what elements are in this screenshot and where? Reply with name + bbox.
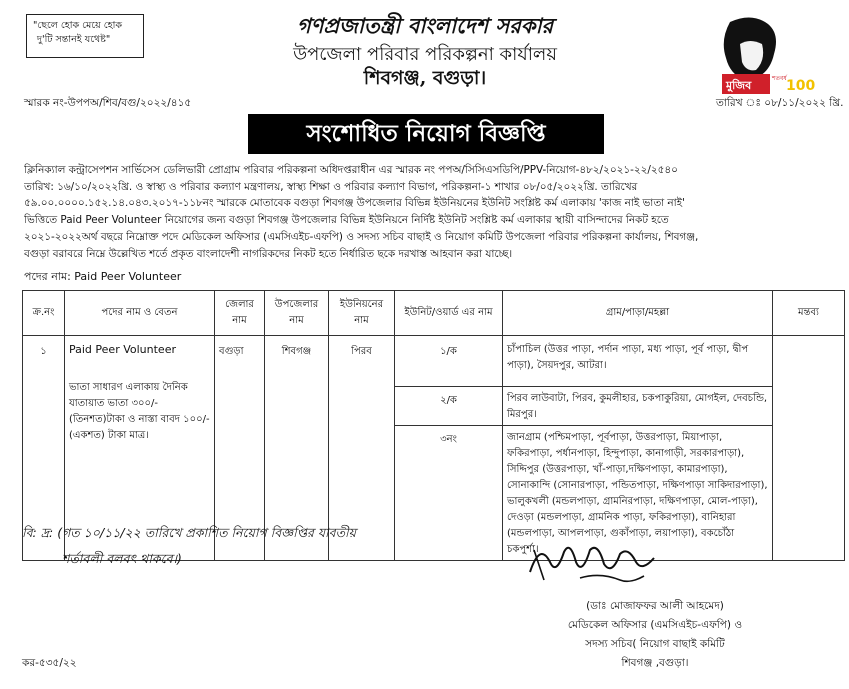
cell-villages: পিরব লাউবাটা, পিরব, কুমলীহার, চকপাকুরিয়া, মোগইল, দেবচন্ডি, মিরপুর। bbox=[503, 387, 773, 426]
office-location: শিবগঞ্জ, বগুড়া। bbox=[363, 67, 487, 89]
office-title: উপজেলা পরিবার পরিকল্পনা কার্যালয় bbox=[293, 44, 557, 65]
logo-number: 100 bbox=[786, 78, 816, 94]
table-header-row bbox=[23, 291, 845, 336]
cell-union: পিরব bbox=[329, 336, 395, 561]
header-serial: ক্র.নং bbox=[23, 291, 65, 336]
header-upazila: উপজেলার নাম bbox=[265, 291, 329, 336]
cell-unit: ২/ক bbox=[395, 387, 503, 426]
header-unit: ইউনিট/ওয়ার্ড এর নাম bbox=[395, 291, 503, 336]
slogan-line-2: দু'টি সন্তানই যথেষ্ট" bbox=[37, 34, 111, 45]
slogan-box bbox=[26, 14, 144, 58]
cell-unit: ১/ক bbox=[395, 336, 503, 387]
signatory-name: (ডাঃ মোজাফফর আলী আহমেদ) bbox=[586, 600, 724, 612]
salary-text: ভাতা সাধারণ এলাকায় দৈনিক যাতায়াত ভাতা ৩০০/-(তিনশত)টাকা ও নাস্তা বাবদ ১০০/-(একশত) টাকা মাত্র। bbox=[69, 382, 210, 441]
note-line-2: শর্তাবলী বলবৎ থাকবে।) bbox=[62, 551, 182, 566]
cell-remarks bbox=[773, 336, 845, 561]
handwritten-signature bbox=[520, 532, 660, 592]
post-name: পদের নাম: Paid Peer Volunteer bbox=[24, 270, 182, 283]
body-line: বগুড়া বরাবরে নিম্নে উল্লেখিত শর্তে প্রকৃত বাংলাদেশী নাগরিকদের নিকট হতে নির্ধারিত ছকে দরখাস্ত আহবান করা যাচ্ছে। bbox=[24, 247, 513, 260]
government-title: গণপ্রজাতন্ত্রী বাংলাদেশ সরকার bbox=[296, 13, 554, 38]
cell-unit: ৩নং bbox=[395, 426, 503, 561]
signatory-designation: মেডিকেল অফিসার (এমসিএইচ-এফপি) ও bbox=[567, 619, 743, 631]
body-line: ২০২১-২০২২অর্থ বছরে নিম্নোক্ত পদে মেডিকেল অফিসার (এমসিএইচ-এফপি) ও সদস্য সচিব বাছাই ও নিয়োগ কমিটি উপজেলা পরিবার পরিকল্পনা কার্যালয়, শিবগঞ্জ, bbox=[24, 230, 699, 243]
header-union: ইউনিয়নের নাম bbox=[329, 291, 395, 336]
note-line-1: বি: দ্র: (গত ১০/১১/২২ তারিখে প্রকাশিত নিয়োগ বিজ্ঞপ্তির যাবতীয় bbox=[22, 525, 356, 540]
body-line: ৫৯.০০.০০০০.১৫২.১৪.০৪৩.২০১৭-১১৮নং স্মারকে মোতাবেক বগুড়া শিবগঞ্জ উপজেলার বিভিন্ন ইউনিয়নের ইউনিট সংশ্লিষ্ট কর্ম এলাকায় 'কাজ নাই ভাতা নাই' bbox=[24, 197, 685, 210]
header-remarks: মন্তব্য bbox=[773, 291, 845, 336]
signature-block bbox=[520, 597, 790, 673]
cell-villages: জানগ্রাম (পশ্চিমপাড়া, পূর্বপাড়া, উত্তরপাড়া, মিয়াপাড়া, ফকিরপাড়া, পর্ধানপাড়া, হিন্দুপাড়া, কানাগাড়ী, সরকারপাড়া), সিদ্দিপুর (উত্তরপাড়া, খাঁ-পাড়া,দক্ষিণপাড়া, কামারপাড়া), সোনাকান্দি (সোনারপাড়া, পন্ডিতপাড়া, দক্ষিণপাড়া সাকিদারপাড়া), ভালুকখলী (মন্ডলপাড়া, গ্রামনিরপাড়া, দক্ষিণপাড়া, মোল-পাড়া), দেওড়া (মন্ডলপাড়া, গ্রামনিক পাড়া, ফকিরপাড়া), বানিহারা (মন্ডলপাড়া, আপলপাড়া, গুকাঁপাড়া, লয়াপাড়া), বকচোঁঠা চকপুর্শা। bbox=[503, 426, 773, 561]
cell-district: বগুড়া bbox=[215, 336, 265, 561]
cell-villages: চাঁপাচিল (উত্তর পাড়া, পর্দান পাড়া, মধ্য পাড়া, পূর্ব পাড়া, দ্বীপ পাড়া), সৈয়দপুর, আটরা। bbox=[503, 336, 773, 387]
notice-banner: সংশোধিত নিয়োগ বিজ্ঞপ্তি bbox=[248, 114, 604, 154]
mujib-centenary-logo bbox=[700, 14, 822, 96]
slogan-line-1: "ছেলে হোক মেয়ে হোক bbox=[33, 20, 122, 31]
header-post: পদের নাম ও বেতন bbox=[65, 291, 215, 336]
reference-number: কর-৫৩৫/২২ bbox=[22, 657, 77, 669]
memo-number: স্মারক নং-উপপঅ/শিব/বগু/২০২২/৪১৫ bbox=[24, 97, 192, 109]
logo-text: মুজিব bbox=[726, 79, 752, 92]
cell-serial: ১ bbox=[23, 336, 65, 561]
issue-date: তারিখ ঃ ০৮/১১/২০২২ খ্রি. bbox=[716, 97, 844, 109]
notice-note bbox=[22, 520, 356, 572]
signatory-role: সদস্য সচিব( নিয়োগ বাছাই কমিটি bbox=[585, 638, 725, 650]
header-villages: গ্রাম/পাড়া/মহল্লা bbox=[503, 291, 773, 336]
post-title: Paid Peer Volunteer bbox=[69, 343, 176, 356]
body-line: ক্লিনিক্যাল কন্ট্রাসেপশন সার্ভিসেস ডেলিভারী প্রোগ্রাম পরিবার পরিকল্পনা অধিদপ্তরাধীন এর স্মারক নং পপঅ/সিসিএসডিপি/PPV-নিয়োগ-৪৮২/২০২১-২২/২৫৪০ bbox=[24, 164, 678, 176]
cell-upazila: শিবগঞ্জ bbox=[265, 336, 329, 561]
body-line: তারিখ: ১৬/১০/২০২২খ্রি. ও স্বাস্থ্য ও পরিবার কল্যাণ মন্ত্রণালয়, স্বাস্থ্য শিক্ষা ও পরিবার কল্যাণ বিভাগ, পরিকল্পনা-১ শাখার ০৮/০৫/২০২২খ্রি. তারিখের bbox=[24, 180, 638, 193]
notice-body bbox=[24, 162, 840, 262]
body-line: ভিত্তিতে Paid Peer Volunteer নিয়োগের জন্য বগুড়া শিবগঞ্জ উপজেলার বিভিন্ন ইউনিয়নে নির্দিষ্ট ইউনিট সংশ্লিষ্ট কর্ম এলাকার স্থায়ী বাসিন্দাদের নিকট হতে bbox=[24, 214, 669, 227]
signatory-place: শিবগঞ্জ ,বগুড়া। bbox=[621, 657, 689, 669]
table-row bbox=[23, 336, 845, 387]
logo-sub: শতবর্ষ bbox=[772, 75, 787, 82]
header-district: জেলার নাম bbox=[215, 291, 265, 336]
